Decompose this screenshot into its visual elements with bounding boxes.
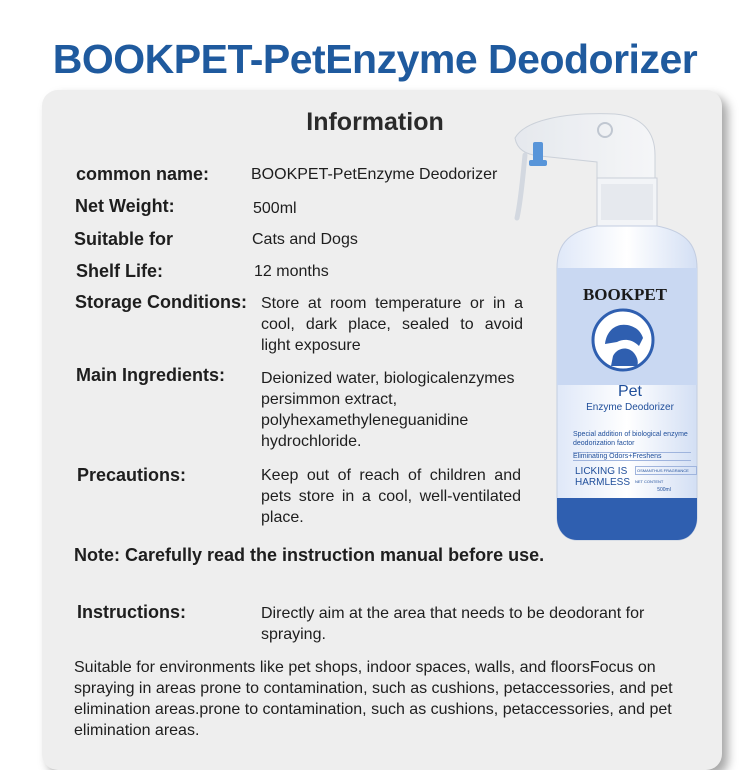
product-bottle [505,100,705,560]
bottle-product-line1: Pet [617,383,642,400]
instructions-value: Directly aim at the area that needs to be deodorant for spraying. [261,605,645,643]
bottle-fragrance: OSMANTHUS FRAGRANCE [635,466,697,475]
bottle-tagline: Eliminating Odors+Freshens [573,452,691,461]
info-heading: Information [306,108,444,136]
shelf-life-label: Shelf Life: [76,261,164,281]
storage-value: Store at room temperature or in a cool, dark place, sealed to avoid light exposure [261,295,523,354]
bottle-claim-line2: HARMLESS [575,477,631,488]
net-weight-label: Net Weight: [75,196,175,216]
precautions-value: Keep out of reach of children and pets store in a cool, well-ventilated place. [261,467,521,526]
instructions-label: Instructions: [77,602,187,622]
ingredients-label: Main Ingredients: [76,365,226,385]
bottle-feature: Special addition of biological enzyme deodorization factor [573,431,688,447]
usage-paragraph: Suitable for environments like pet shops, indoor spaces, walls, and floorsFocus on spraying in areas prone to contamination, such as cushions, petaccessories, and pet elimination areas.prone to contamination, such as cushions, petaccessories, and pet elimination areas. [74,659,673,739]
shelf-life-value: 12 months [254,263,329,280]
page-title: BOOKPET-PetEnzyme Deodorizer [52,36,698,82]
net-weight-value: 500ml [253,200,297,217]
common-name-value: BOOKPET-PetEnzyme Deodorizer [251,166,498,183]
bottle-net-content-label: NET CONTENT [635,479,664,484]
bottle-net-content: 500ml [657,487,671,493]
ingredients-value: Deionized water, biologicalenzymes persimmon extract, polyhexamethyleneguanidine hydrochloride. [261,370,515,450]
bottle-product-line2: Enzyme Deodorizer [586,402,674,413]
common-name-label: common name: [76,164,210,184]
precautions-label: Precautions: [77,465,187,485]
note-text: Note: Carefully read the instruction manual before use. [74,545,545,565]
bottle-claim-line1: LICKING IS [575,466,628,477]
suitable-for-value: Cats and Dogs [252,231,358,248]
storage-label: Storage Conditions: [75,292,247,312]
bottle-brand: BOOKPET [582,285,668,304]
suitable-for-label: Suitable for [74,229,174,249]
